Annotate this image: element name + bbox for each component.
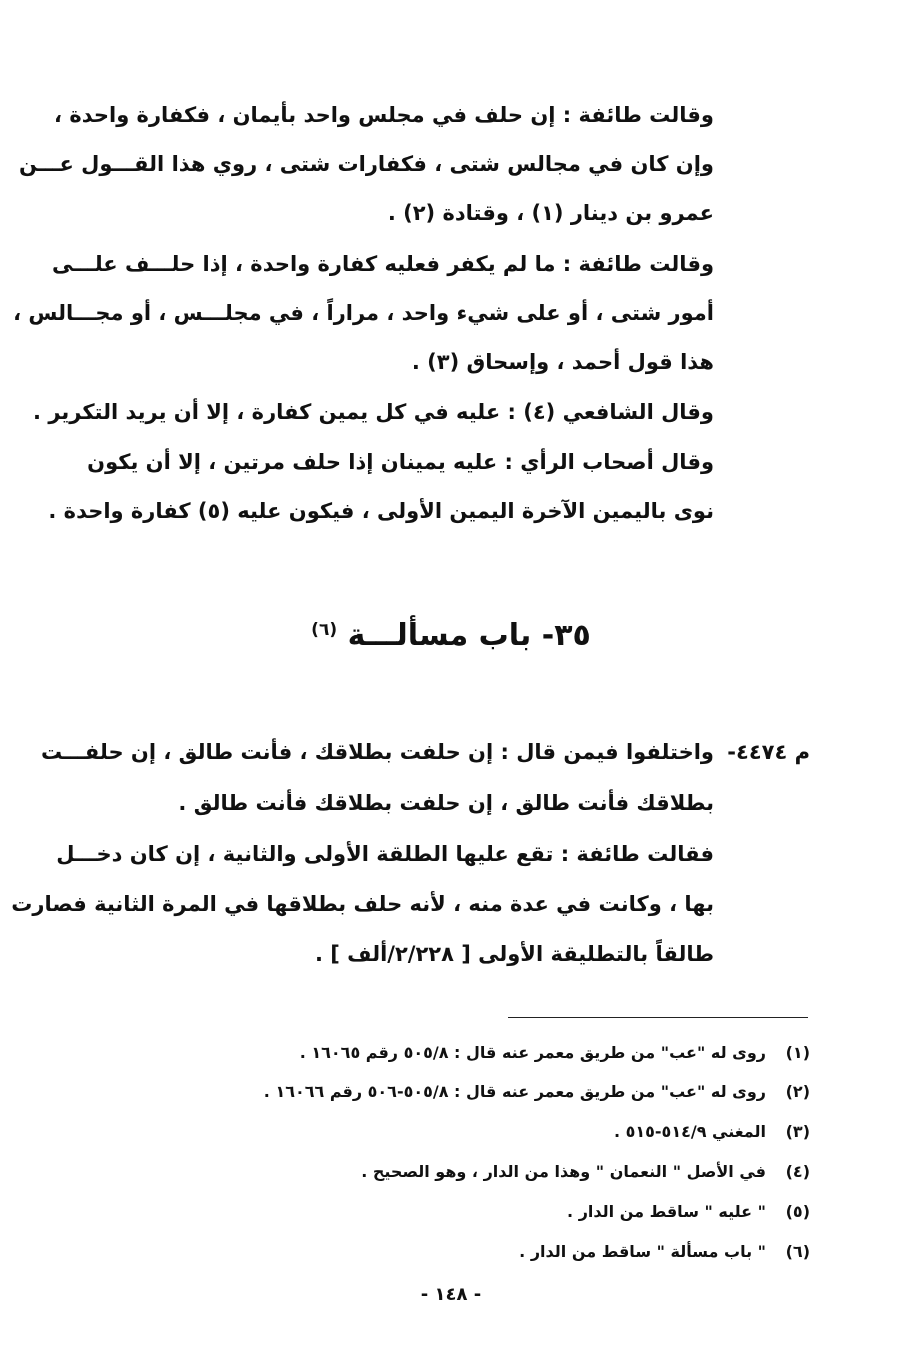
text-line: بها ، وكانت في عدة منه ، لأنه حلف بطلاقها في المرة الثانية فصارت bbox=[11, 892, 714, 916]
footnote-number: (٥) bbox=[785, 1202, 810, 1221]
footnote bbox=[614, 1120, 810, 1144]
footnote bbox=[361, 1160, 810, 1184]
footnote-text: " باب مسألة " ساقط من الدار . bbox=[519, 1242, 766, 1261]
text-line: وإن كان في مجالس شتى ، فكفارات شتى ، روي هذا القـــول عـــن bbox=[19, 152, 714, 176]
text-line: نوى باليمين الآخرة اليمين الأولى ، فيكون عليه (٥) كفارة واحدة . bbox=[48, 499, 714, 523]
text-line: هذا قول أحمد ، وإسحاق (٣) . bbox=[411, 350, 714, 374]
text-line: أمور شتى ، أو على شيء واحد ، مراراً ، في مجلـــس ، أو مجـــالس ، bbox=[13, 301, 714, 325]
text-line: عمرو بن دينار (١) ، وقتادة (٢) . bbox=[387, 201, 714, 225]
footnote-text: " عليه " ساقط من الدار . bbox=[567, 1202, 766, 1221]
page-number: - ١٤٨ - bbox=[420, 1284, 482, 1305]
text-line: فقالت طائفة : تقع عليها الطلقة الأولى والثانية ، إن كان دخـــل bbox=[56, 842, 714, 866]
chapter-heading-note: (٦) bbox=[311, 620, 338, 640]
text-line: وقالت طائفة : إن حلف في مجلس واحد بأيمان ، فكفارة واحدة ، bbox=[54, 103, 714, 127]
footnote-separator bbox=[508, 1017, 808, 1018]
footnote-text: المغني ٥١٤/٩-٥١٥ . bbox=[613, 1122, 766, 1141]
text-line: بطلاقك فأنت طالق ، إن حلفت بطلاقك فأنت طالق . bbox=[178, 791, 714, 815]
footnote bbox=[300, 1041, 810, 1065]
footnote-number: (٦) bbox=[785, 1242, 810, 1261]
footnote-number: (٣) bbox=[785, 1122, 810, 1141]
chapter-heading-text: ٣٥- باب مسألـــة bbox=[347, 618, 591, 653]
footnote-number: (٤) bbox=[785, 1162, 810, 1181]
footnote-text: روى له "عب" من طريق معمر عنه قال : ٥٠٥/٨-٥٠٦ رقم ١٦٠٦٦ . bbox=[263, 1082, 766, 1101]
text-line: طالقاً بالتطليقة الأولى [ ٢/٢٢٨/ألف ] . bbox=[314, 942, 714, 966]
text-line: واختلفوا فيمن قال : إن حلفت بطلاقك ، فأنت طالق ، إن حلفـــت bbox=[41, 740, 714, 764]
footnote bbox=[567, 1200, 810, 1224]
text-line: وقالت طائفة : ما لم يكفر فعليه كفارة واحدة ، إذا حلـــف علـــى bbox=[51, 252, 714, 276]
footnote-text: روى له "عب" من طريق معمر عنه قال : ٥٠٥/٨ رقم ١٦٠٦٥ . bbox=[299, 1043, 766, 1062]
issue-number: م ٤٤٧٤- bbox=[727, 740, 810, 764]
text-line: وقال الشافعي (٤) : عليه في كل يمين كفارة ، إلا أن يريد التكرير . bbox=[33, 400, 714, 424]
text-line: وقال أصحاب الرأي : عليه يمينان إذا حلف مرتين ، إلا أن يكون bbox=[87, 450, 714, 474]
footnote bbox=[264, 1080, 810, 1104]
footnote-number: (١) bbox=[785, 1043, 810, 1062]
footnote-text: في الأصل " النعمان " وهذا من الدار ، وهو الصحيح . bbox=[361, 1162, 766, 1181]
chapter-heading bbox=[0, 618, 902, 653]
footnote-number: (٢) bbox=[785, 1082, 810, 1101]
footnote bbox=[519, 1240, 810, 1264]
